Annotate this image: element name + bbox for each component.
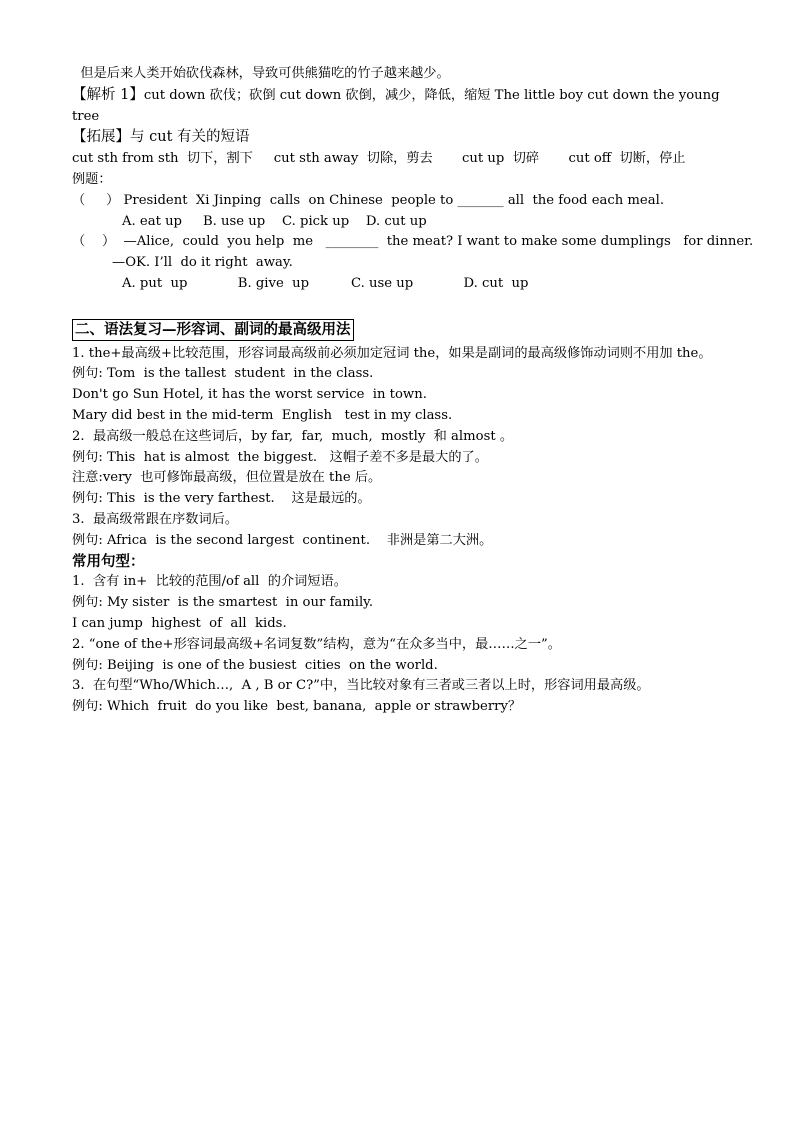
- pattern-1: 1. 含有 in+ 比较的范围/of all 的介词短语。: [72, 574, 347, 590]
- extension-body: 与 cut 有关的短语: [130, 129, 250, 146]
- document-page: [72, 64, 754, 718]
- rule-1-example-2: Don't go Sun Hotel, it has the worst service in town.: [72, 387, 427, 403]
- pattern-3-example-1: 例句: Which fruit do you like best, banana, apple or strawberry？: [72, 699, 522, 715]
- pattern-1-example-2: I can jump highest of all kids.: [72, 615, 287, 631]
- rule-1-example-1: 例句: Tom is the tallest student in the class.: [72, 366, 374, 382]
- rule-2-example-1: 例句: This hat is almost the biggest. 这帽子差不多是最大的了。: [72, 449, 488, 465]
- question-1: （ ） President Xi Jinping calls on Chinese people to _______ all the food each meal.: [72, 192, 665, 208]
- pattern-2: 2. “one of the+形容词最高级+名词复数”结构，意为“在众多当中，最……之一”。: [72, 636, 561, 652]
- rule-1: 1. the+最高级+比较范围，形容词最高级前必须加定冠词 the，如果是副词的最高级修饰动词则不用加 the。: [72, 345, 712, 361]
- rule-2: 2. 最高级一般总在这些词后，by far, far, much, mostly 和 almost 。: [72, 428, 514, 444]
- question-2: （ ） —Alice, could you help me ________ the meat? I want to make some dumplings for dinner.: [72, 234, 754, 250]
- rule-2-example-2: 例句: This is the very farthest. 这是最远的。: [72, 491, 371, 507]
- grammar-section-title: 二、语法复习—形容词、副词的最高级用法: [72, 319, 354, 341]
- pattern-1-example-1: 例句: My sister is the smartest in our family.: [72, 595, 374, 611]
- pattern-2-example-1: 例句: Beijing is one of the busiest cities on the world.: [72, 657, 438, 673]
- question-2-reply: —OK. I’ll do it right away.: [112, 255, 293, 271]
- rule-3-example-1: 例句: Africa is the second largest continent. 非洲是第二大洲。: [72, 532, 493, 548]
- grammar-heading-line: [72, 319, 732, 342]
- intro-sentence: 但是后来人类开始砍伐森林，导致可供熊猫吃的竹子越来越少。: [72, 66, 450, 81]
- rule-2-note: 注意:very 也可修饰最高级，但位置是放在 the 后。: [72, 470, 382, 486]
- extension-title: 【拓展】: [72, 129, 130, 146]
- analysis-body: cut down 砍伐；砍倒 cut down 砍倒，减少，降低，缩短 The little boy cut down the young tree: [72, 87, 720, 124]
- phrase-list: cut sth from sth 切下，割下 cut sth away 切除，剪去 cut up 切碎 cut off 切断，停止: [72, 151, 686, 167]
- rule-3: 3. 最高级常跟在序数词后。: [72, 511, 239, 527]
- spacer: [72, 295, 732, 319]
- question-2-options: A. put up B. give up C. use up D. cut up: [122, 275, 529, 291]
- extension-heading: [72, 127, 732, 149]
- example-label: 例题：: [72, 171, 112, 187]
- analysis-title: 【解析 1】: [72, 86, 144, 103]
- pattern-3: 3. 在句型“Who/Which…, A , B or C?”中，当比较对象有三者或三者以上时，形容词用最高级。: [72, 678, 650, 694]
- question-1-options: A. eat up B. use up C. pick up D. cut up: [122, 213, 427, 229]
- rule-1-example-3: Mary did best in the mid-term English test in my class.: [72, 407, 453, 423]
- common-patterns-title: 常用句型：: [72, 552, 145, 570]
- analysis-paragraph: [72, 85, 732, 128]
